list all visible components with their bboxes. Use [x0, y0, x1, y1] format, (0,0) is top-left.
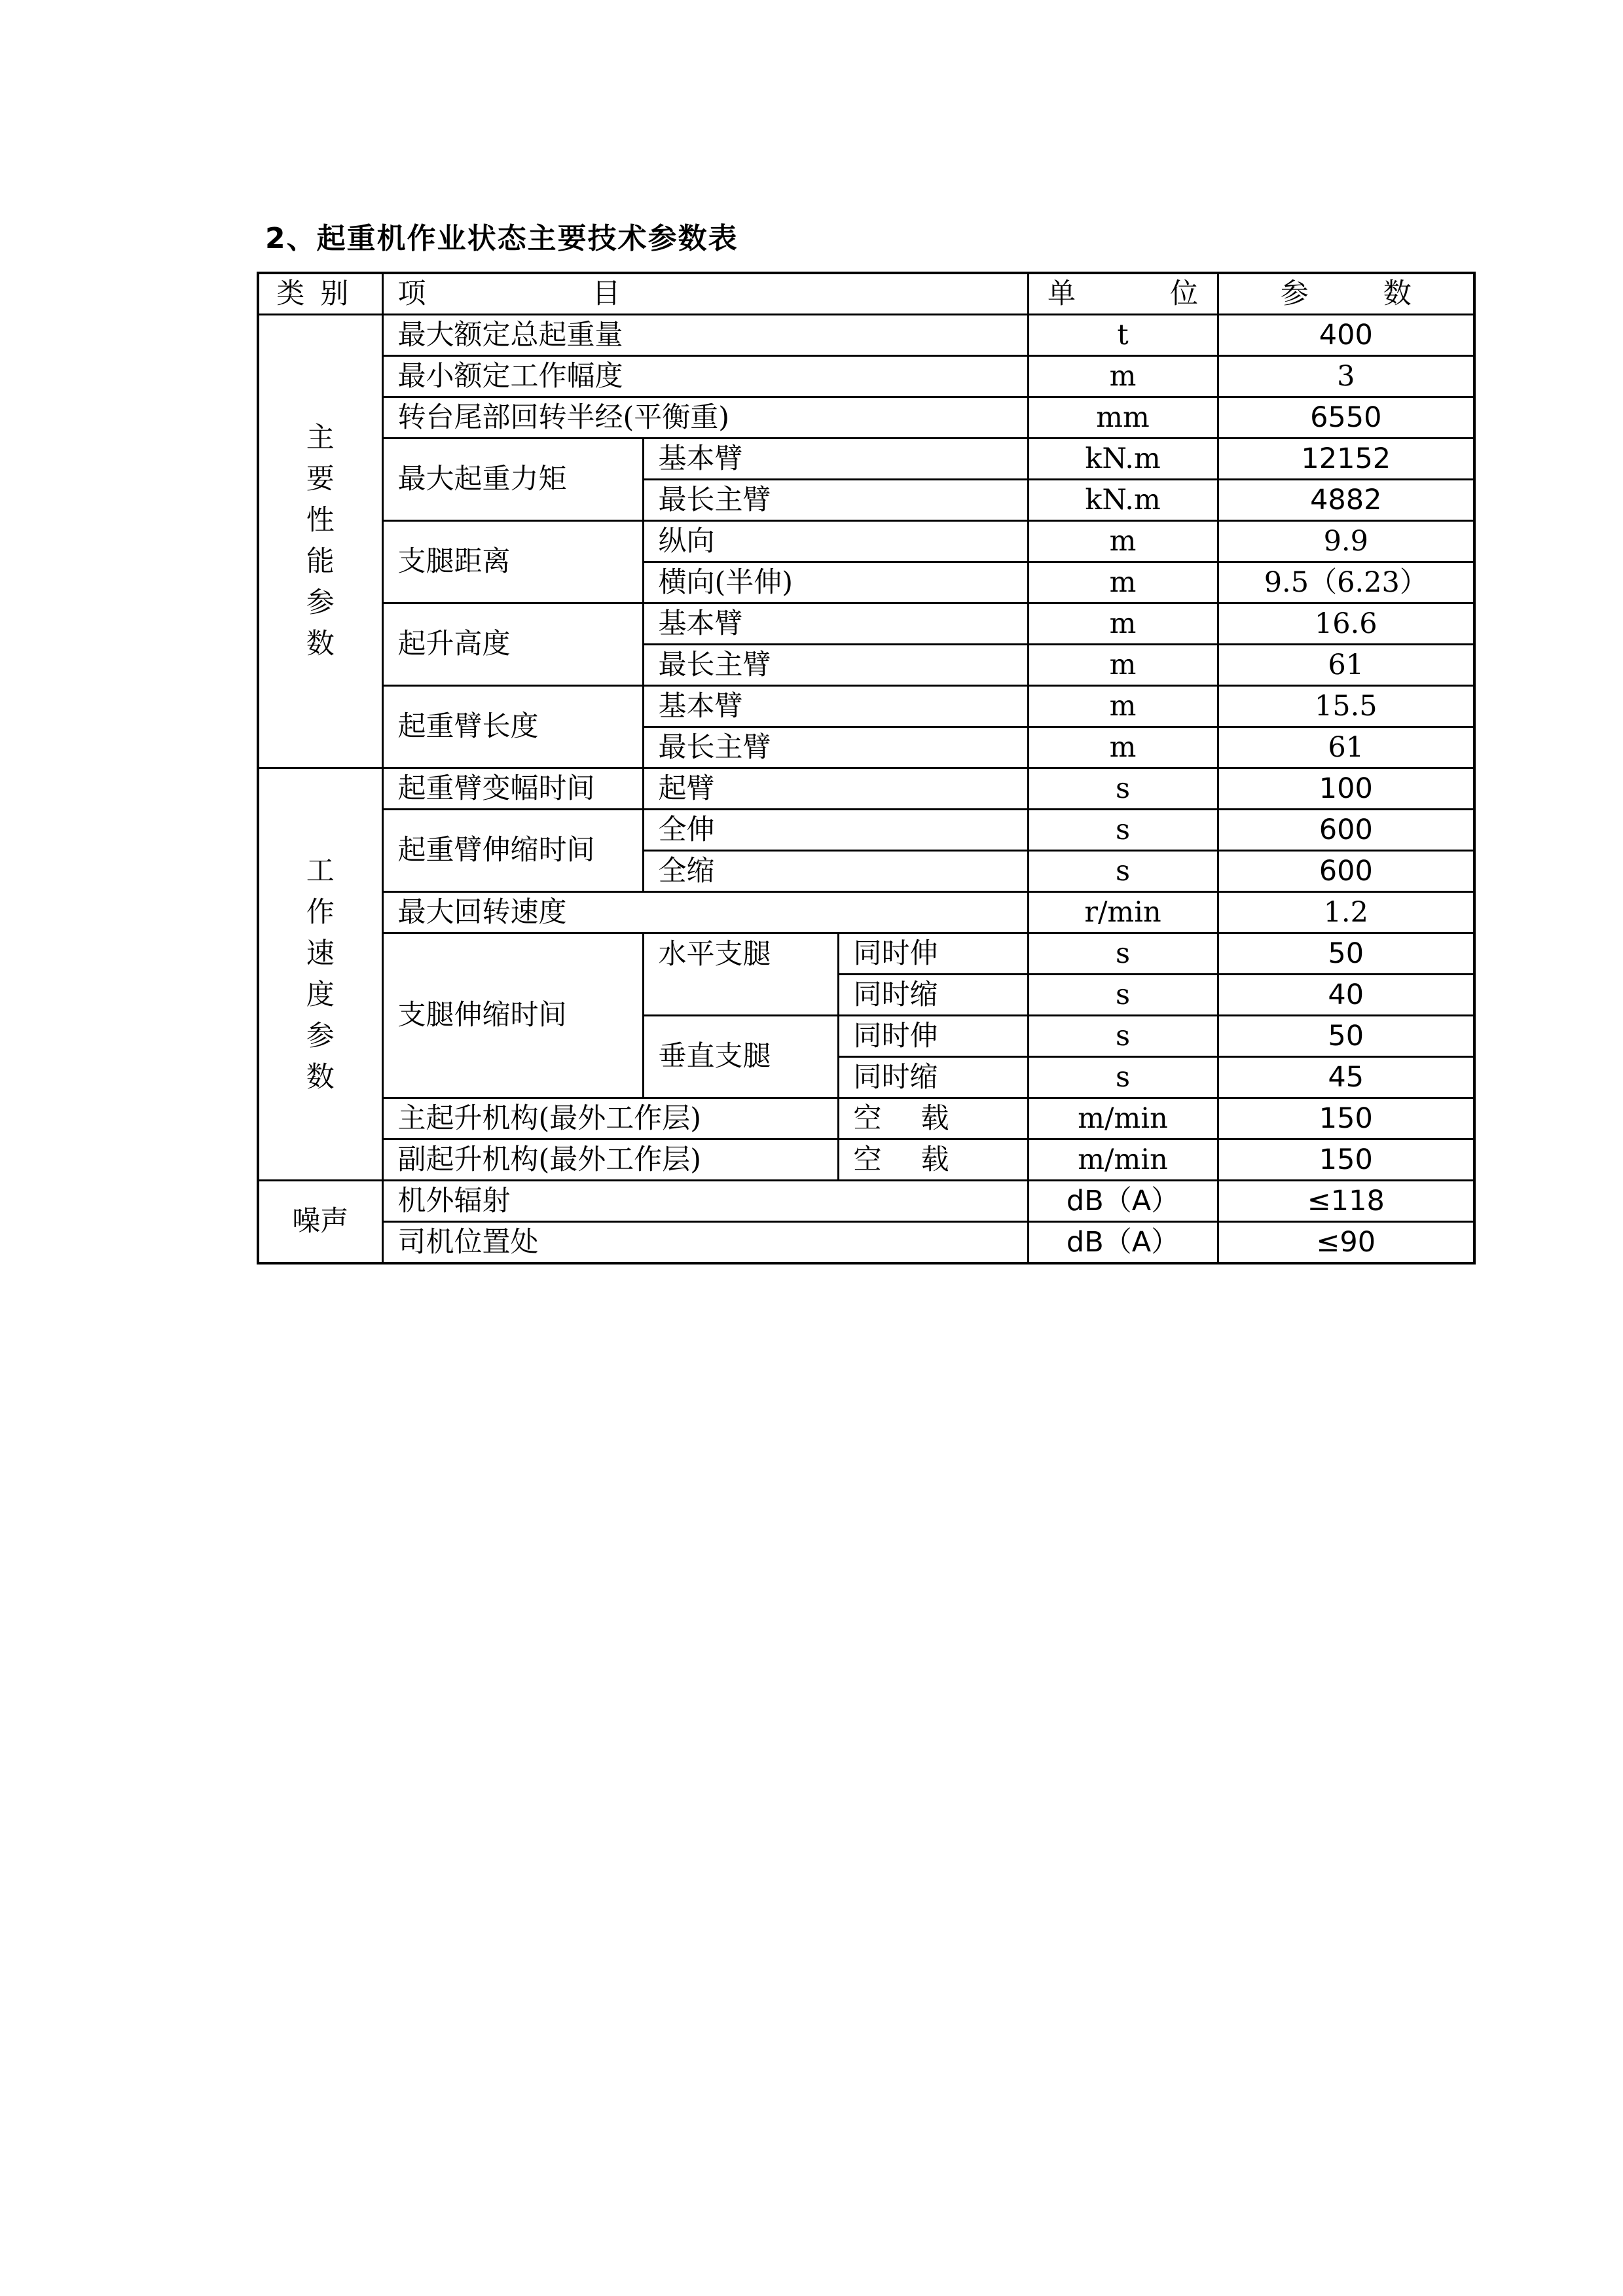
unit-cell: m/min	[1028, 1139, 1218, 1181]
action-label: 同时缩	[838, 1057, 1028, 1098]
value-cell: 3	[1218, 356, 1474, 397]
table-row	[258, 315, 1474, 356]
value-cell: 9.9	[1218, 521, 1474, 562]
table-row	[258, 1222, 1474, 1264]
item-label: 司机位置处	[382, 1222, 1028, 1264]
sub-item-label: 基本臂	[643, 686, 1028, 727]
unit-cell: s	[1028, 1016, 1218, 1057]
sub-item-label: 基本臂	[643, 439, 1028, 480]
sub-item-label: 空载	[838, 1098, 1028, 1139]
table-row	[258, 810, 1474, 851]
item-label: 主起升机构(最外工作层)	[382, 1098, 838, 1139]
unit-cell: dB（A）	[1028, 1222, 1218, 1264]
table-row	[258, 603, 1474, 645]
value-cell: 16.6	[1218, 603, 1474, 645]
action-label: 同时伸	[838, 933, 1028, 975]
value-cell: 100	[1218, 768, 1474, 810]
item-label: 最大额定总起重量	[382, 315, 1028, 356]
item-label: 机外辐射	[382, 1181, 1028, 1222]
sub-item-label: 横向(半伸)	[643, 562, 1028, 603]
sub-item-label: 基本臂	[643, 603, 1028, 645]
value-cell: 400	[1218, 315, 1474, 356]
unit-cell: kN.m	[1028, 480, 1218, 521]
table-row	[258, 933, 1474, 975]
item-label: 起重臂伸缩时间	[382, 810, 643, 892]
page-title: 2、起重机作业状态主要技术参数表	[265, 222, 739, 255]
value-cell: 61	[1218, 645, 1474, 686]
unit-cell: kN.m	[1028, 439, 1218, 480]
value-cell: 12152	[1218, 439, 1474, 480]
sub-item-label: 垂直支腿	[643, 1016, 838, 1098]
value-cell: 45	[1218, 1057, 1474, 1098]
category-main-performance: 主要性能参数	[258, 315, 382, 768]
unit-cell: m	[1028, 356, 1218, 397]
table-row	[258, 439, 1474, 480]
item-label: 最大回转速度	[382, 892, 1028, 933]
value-cell: 150	[1218, 1098, 1474, 1139]
item-label: 最小额定工作幅度	[382, 356, 1028, 397]
unit-cell: t	[1028, 315, 1218, 356]
item-label: 转台尾部回转半经(平衡重)	[382, 397, 1028, 439]
action-label: 同时缩	[838, 975, 1028, 1016]
value-cell: ≤118	[1218, 1181, 1474, 1222]
value-cell: 600	[1218, 810, 1474, 851]
table-row	[258, 521, 1474, 562]
unit-cell: m	[1028, 521, 1218, 562]
sub-item-label: 全伸	[643, 810, 1028, 851]
sub-item-label: 水平支腿	[643, 933, 838, 1016]
unit-cell: dB（A）	[1028, 1181, 1218, 1222]
unit-cell: s	[1028, 933, 1218, 975]
value-cell: 9.5（6.23）	[1218, 562, 1474, 603]
category-work-speed: 工作速度参数	[258, 768, 382, 1181]
unit-cell: m	[1028, 562, 1218, 603]
table-row	[258, 686, 1474, 727]
value-cell: 1.2	[1218, 892, 1474, 933]
unit-cell: m/min	[1028, 1098, 1218, 1139]
value-cell: 15.5	[1218, 686, 1474, 727]
spec-table	[257, 272, 1476, 1265]
unit-cell: r/min	[1028, 892, 1218, 933]
table-row	[258, 768, 1474, 810]
value-cell: 600	[1218, 851, 1474, 892]
item-label: 支腿伸缩时间	[382, 933, 643, 1098]
sub-item-label: 纵向	[643, 521, 1028, 562]
sub-item-label: 最长主臂	[643, 645, 1028, 686]
sub-item-label: 最长主臂	[643, 480, 1028, 521]
sub-item-label: 最长主臂	[643, 727, 1028, 768]
unit-cell: m	[1028, 686, 1218, 727]
item-label: 副起升机构(最外工作层)	[382, 1139, 838, 1181]
value-cell: 40	[1218, 975, 1474, 1016]
item-label: 起升高度	[382, 603, 643, 686]
table-header	[258, 273, 1474, 315]
value-cell: 6550	[1218, 397, 1474, 439]
unit-cell: mm	[1028, 397, 1218, 439]
header-item: 项目	[382, 273, 1028, 315]
item-label: 起重臂长度	[382, 686, 643, 768]
unit-cell: m	[1028, 603, 1218, 645]
sub-item-label: 起臂	[643, 768, 1028, 810]
sub-item-label: 空载	[838, 1139, 1028, 1181]
table-row	[258, 397, 1474, 439]
value-cell: 50	[1218, 1016, 1474, 1057]
item-label: 最大起重力矩	[382, 439, 643, 521]
table-row	[258, 1181, 1474, 1222]
action-label: 同时伸	[838, 1016, 1028, 1057]
table-row	[258, 1139, 1474, 1181]
table-row	[258, 1098, 1474, 1139]
value-cell: 150	[1218, 1139, 1474, 1181]
unit-cell: s	[1028, 975, 1218, 1016]
item-label: 起重臂变幅时间	[382, 768, 643, 810]
unit-cell: m	[1028, 727, 1218, 768]
value-cell: 61	[1218, 727, 1474, 768]
table-row	[258, 892, 1474, 933]
unit-cell: s	[1028, 1057, 1218, 1098]
value-cell: 50	[1218, 933, 1474, 975]
unit-cell: s	[1028, 768, 1218, 810]
unit-cell: s	[1028, 851, 1218, 892]
item-label: 支腿距离	[382, 521, 643, 603]
unit-cell: m	[1028, 645, 1218, 686]
unit-cell: s	[1028, 810, 1218, 851]
header-unit: 单位	[1028, 273, 1218, 315]
value-cell: ≤90	[1218, 1222, 1474, 1264]
header-param: 参数	[1218, 273, 1474, 315]
table-row	[258, 356, 1474, 397]
category-noise: 噪声	[258, 1181, 382, 1264]
header-category: 类别	[258, 273, 382, 315]
value-cell: 4882	[1218, 480, 1474, 521]
sub-item-label: 全缩	[643, 851, 1028, 892]
